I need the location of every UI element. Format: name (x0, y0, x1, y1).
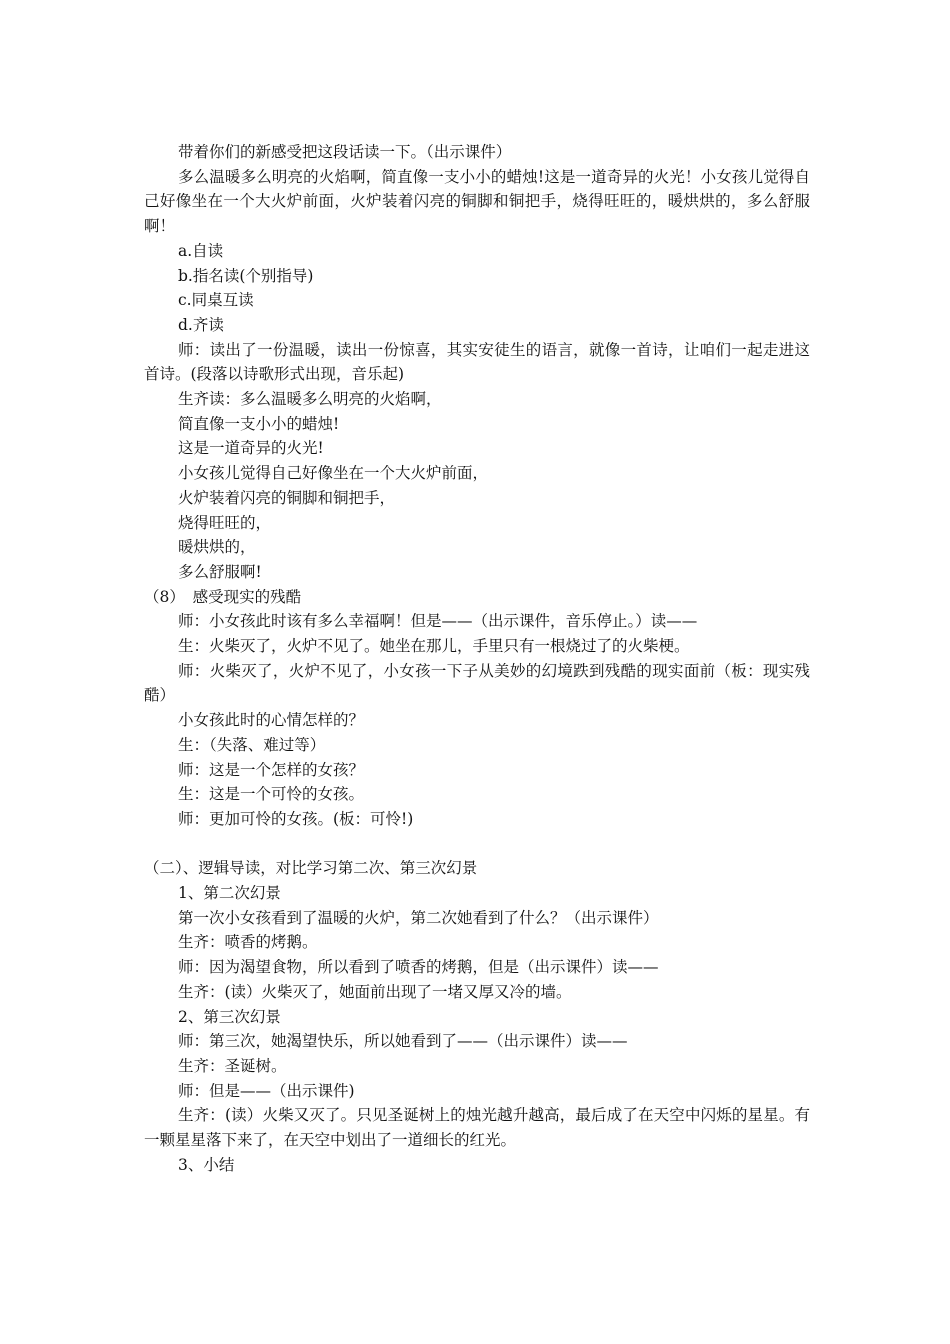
blank-line (144, 832, 810, 857)
text-line: 生齐：圣诞树。 (178, 1057, 287, 1075)
text-line: 师：这是一个怎样的女孩？ (178, 760, 365, 779)
paragraph: 师：火柴灭了，火炉不见了，小女孩一下子从美妙的幻境跌到残酷的现实面前（板：现实残酷） (144, 661, 810, 705)
text-line: 生齐：喷香的烤鹅。 (178, 933, 318, 952)
subsection-heading: 2、第三次幻景 (178, 1007, 281, 1026)
text-line: 师：但是——（出示课件) (178, 1081, 355, 1100)
list-item: b.指名读(个别指导) (178, 266, 314, 285)
text-line: 小女孩此时的心情怎样的？ (178, 711, 365, 730)
text-line: 师：因为渴望食物，所以看到了喷香的烤鹅，但是（出示课件）读—— (178, 958, 659, 977)
text-line: 生：这是一个可怜的女孩。 (178, 785, 365, 804)
poem-line: 这是一道奇异的火光! (178, 439, 324, 458)
text-line: 生：（失落、难过等） (178, 735, 326, 754)
list-item: c.同桌互读 (178, 291, 254, 310)
paragraph: 多么温暖多么明亮的火焰啊，简直像一支小小的蜡烛!这是一道奇异的火光！小女孩儿觉得自己好像坐在一个大火炉前面，火炉装着闪亮的铜脚和铜把手，烧得旺旺的，暖烘烘的，多么舒服啊！ (144, 167, 810, 236)
list-item: d.齐读 (178, 315, 224, 334)
text-line: 师：第三次，她渴望快乐，所以她看到了——（出示课件）读—— (178, 1032, 628, 1051)
subsection-heading: 3、小结 (178, 1155, 235, 1174)
paragraph: 生齐：(读）火柴又灭了。只见圣诞树上的烛光越升越高，最后成了在天空中闪烁的星星。有一颗星星落下来了，在天空中划出了一道细长的红光。 (144, 1106, 810, 1150)
section-heading: （8） 感受现实的残酷 (144, 587, 302, 606)
text-line: 生：火柴灭了，火炉不见了。她坐在那儿，手里只有一根烧过了的火柴梗。 (178, 637, 690, 656)
text-line: 师：小女孩此时该有多么幸福啊！但是——（出示课件，音乐停止。）读—— (178, 612, 698, 631)
poem-line: 小女孩儿觉得自己好像坐在一个大火炉前面， (178, 464, 489, 483)
poem-line: 生齐读：多么温暖多么明亮的火焰啊， (178, 390, 442, 409)
text-line: 带着你们的新感受把这段话读一下。（出示课件） (178, 143, 512, 161)
poem-line: 火炉装着闪亮的铜脚和铜把手， (178, 488, 396, 507)
paragraph: 师：读出了一份温暖，读出一份惊喜，其实安徒生的语言，就像一首诗，让咱们一起走进这首诗。(段落以诗歌形式出现，音乐起) (144, 340, 810, 384)
poem-line: 烧得旺旺的， (178, 513, 272, 532)
subsection-heading: 1、第二次幻景 (178, 884, 281, 903)
section-heading: （二）、逻辑导读，对比学习第二次、第三次幻景 (144, 859, 478, 878)
list-item: a.自读 (178, 241, 224, 260)
poem-line: 多么舒服啊! (178, 562, 262, 581)
poem-line: 暖烘烘的， (178, 538, 256, 557)
document-page (144, 140, 810, 1178)
poem-line: 简直像一支小小的蜡烛! (178, 414, 340, 433)
text-line: 师：更加可怜的女孩。(板：可怜!) (178, 809, 414, 828)
text-line: 第一次小女孩看到了温暖的火炉，第二次她看到了什么？（出示课件） (178, 908, 659, 927)
text-line: 生齐：(读）火柴灭了，她面前出现了一堵又厚又冷的墙。 (178, 982, 572, 1001)
